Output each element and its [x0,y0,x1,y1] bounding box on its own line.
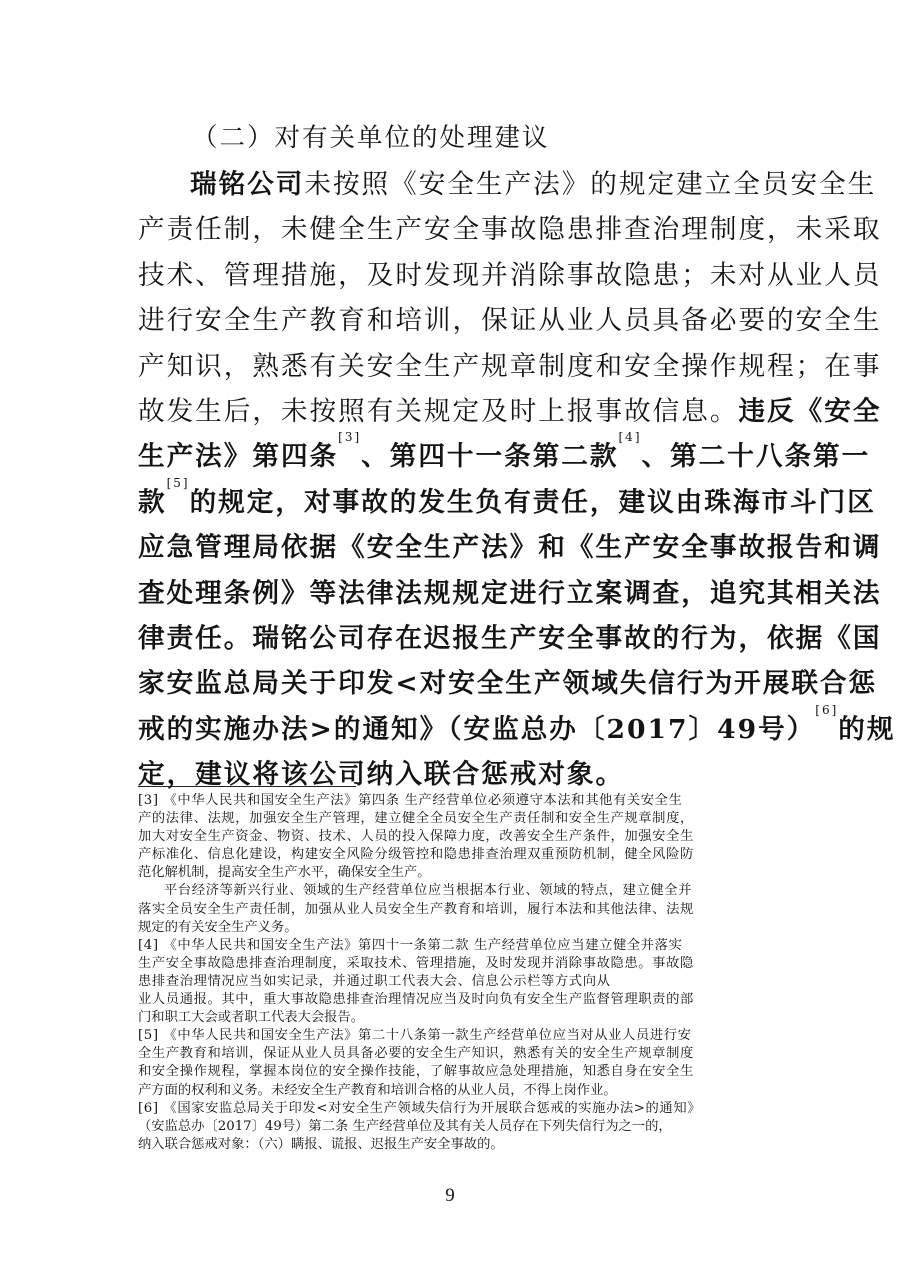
footnote-line: [5] 《中华人民共和国安全生产法》第二十八条第一款生产经营单位应当对从业人员进行安 [138,1028,692,1044]
body-line [138,571,882,616]
body-line [138,752,768,797]
bold-text: 违反《安全 [738,395,882,427]
footnote-line: 产的法律、法规，加强安全生产管理，建立健全全员安全生产责任制和安全生产规章制度， [138,811,694,827]
body-text-segment: 技术、管理措施，及时发现并消除事故隐患；未对从业人员 [138,259,882,291]
body-line [138,162,877,207]
footnote-line: 平台经济等新兴行业、领域的生产经营单位应当根据本行业、领域的特点，建立健全并 [164,883,693,899]
footnote-reference: [4] [618,430,642,445]
footnote-separator [138,786,356,787]
body-text [138,162,896,797]
footnote-line: 范化解机制，提高安全生产水平，确保安全生产。 [138,865,431,881]
bold-text: 定，建议将该公司纳入联合惩戒对象。 [138,759,625,791]
footnote-line: 门和职工大会或者职工代表大会报告。 [138,1010,365,1026]
body-line [138,661,878,706]
footnote-line: 全生产教育和培训，保证从业人员具备必要的安全生产知识，熟悉有关的安全生产规章制度 [138,1046,694,1062]
bold-text: 、第二十八条第一 [641,441,871,473]
page-number: 9 [445,1185,455,1206]
section-heading: （二）对有关单位的处理建议 [192,123,550,153]
footnote-line: 规定的有关安全生产义务。 [138,919,298,935]
footnote-line: 落实全员安全生产责任制，加强从业人员安全生产教育和培训，履行本法和其他法律、法规 [138,901,694,917]
footnote-line: [4] 《中华人民共和国安全生产法》第四十一条第二款 生产经营单位应当建立健全并落实 [138,937,683,953]
footnotes [138,792,778,1154]
body-text-segment: 产知识，熟悉有关安全生产规章制度和安全操作规程；在事 [138,350,882,382]
bold-text: 、第四十一条第二款 [361,441,619,473]
footnote-line: 产方面的权利和义务。未经安全生产教育和培训合格的从业人员，不得上岗作业。 [138,1082,617,1098]
footnote-reference: [3] [338,430,362,445]
bold-text: 戒的实施办法>的通知》（安监总办〔2017〕49号） [138,713,816,745]
body-line [138,389,882,434]
footnote-reference: [6] [815,702,839,717]
bold-text: 瑞铭公司 [190,169,305,200]
bold-text: 的规 [838,713,896,745]
bold-text: 律责任。瑞铭公司存在迟报生产安全事故的行为，依据《国 [138,622,882,654]
footnote-line: [6] 《国家安监总局关于印发<对安全生产领域失信行为开展联合惩戒的实施办法>的通知》 [138,1100,702,1116]
footnote-line: 纳入联合惩戒对象：（六）瞒报、谎报、迟报生产安全事故的。 [138,1136,504,1152]
bold-text: 查处理条例》等法律法规规定进行立案调查，追究其相关法 [138,577,882,609]
body-text-segment: 产责任制，未健全生产安全事故隐患排查治理制度，未采取 [138,214,882,246]
body-line [138,430,871,479]
bold-text: 的规定，对事故的发生负有责任，建议由珠海市斗门区 [189,486,876,518]
body-line [138,525,882,570]
body-line [138,207,882,252]
bold-text: 应急管理局依据《安全生产法》和《生产安全事故报告和调 [138,532,882,564]
footnote-line: 患排查治理情况应当如实记录，并通过职工代表大会、信息公示栏等方式向从 [138,973,611,989]
footnote-line: [3] 《中华人民共和国安全生产法》第四条 生产经营单位必须遵守本法和其他有关安全生 [138,793,683,808]
body-text-segment: 进行安全生产教育和培训，保证从业人员具备必要的安全生 [138,305,882,337]
footnote-line: 业人员通报。其中，重大事故隐患排查治理情况应当及时向负有安全生产监督管理职责的部 [138,992,694,1008]
body-text-segment: 未按照《安全生产法》的规定建立全员安全生 [304,169,877,200]
footnote-line: 和安全操作规程，掌握本岗位的安全操作技能，了解事故应急处理措施，知悉自身在安全生 [138,1064,694,1080]
body-line [138,475,876,525]
body-line [138,616,882,661]
footnote-line: （安监总办〔2017〕49号）第二条 生产经营单位及其有关人员存在下列失信行为之一的， [138,1118,672,1134]
bold-text: 家安监总局关于印发<对安全生产领域失信行为开展联合惩 [138,668,878,700]
bold-text: 款 [138,486,167,518]
body-line [138,702,896,752]
footnote-line: 生产安全事故隐患排查治理制度，采取技术、管理措施，及时发现并消除事故隐患。事故隐 [138,955,694,971]
bold-text: 生产法》第四条 [138,441,339,473]
footnote-reference: [5] [166,475,190,490]
footnote-line: 产标准化、信息化建设，构建安全风险分级管控和隐患排查治理双重预防机制，健全风险防 [138,847,694,863]
body-text-segment: 故发生后，未按照有关规定及时上报事故信息。 [138,395,739,427]
body-line [138,253,882,298]
body-line [138,298,882,343]
body-line [138,344,882,389]
footnote-line: 加大对安全生产资金、物资、技术、人员的投入保障力度，改善安全生产条件，加强安全生 [138,829,694,845]
